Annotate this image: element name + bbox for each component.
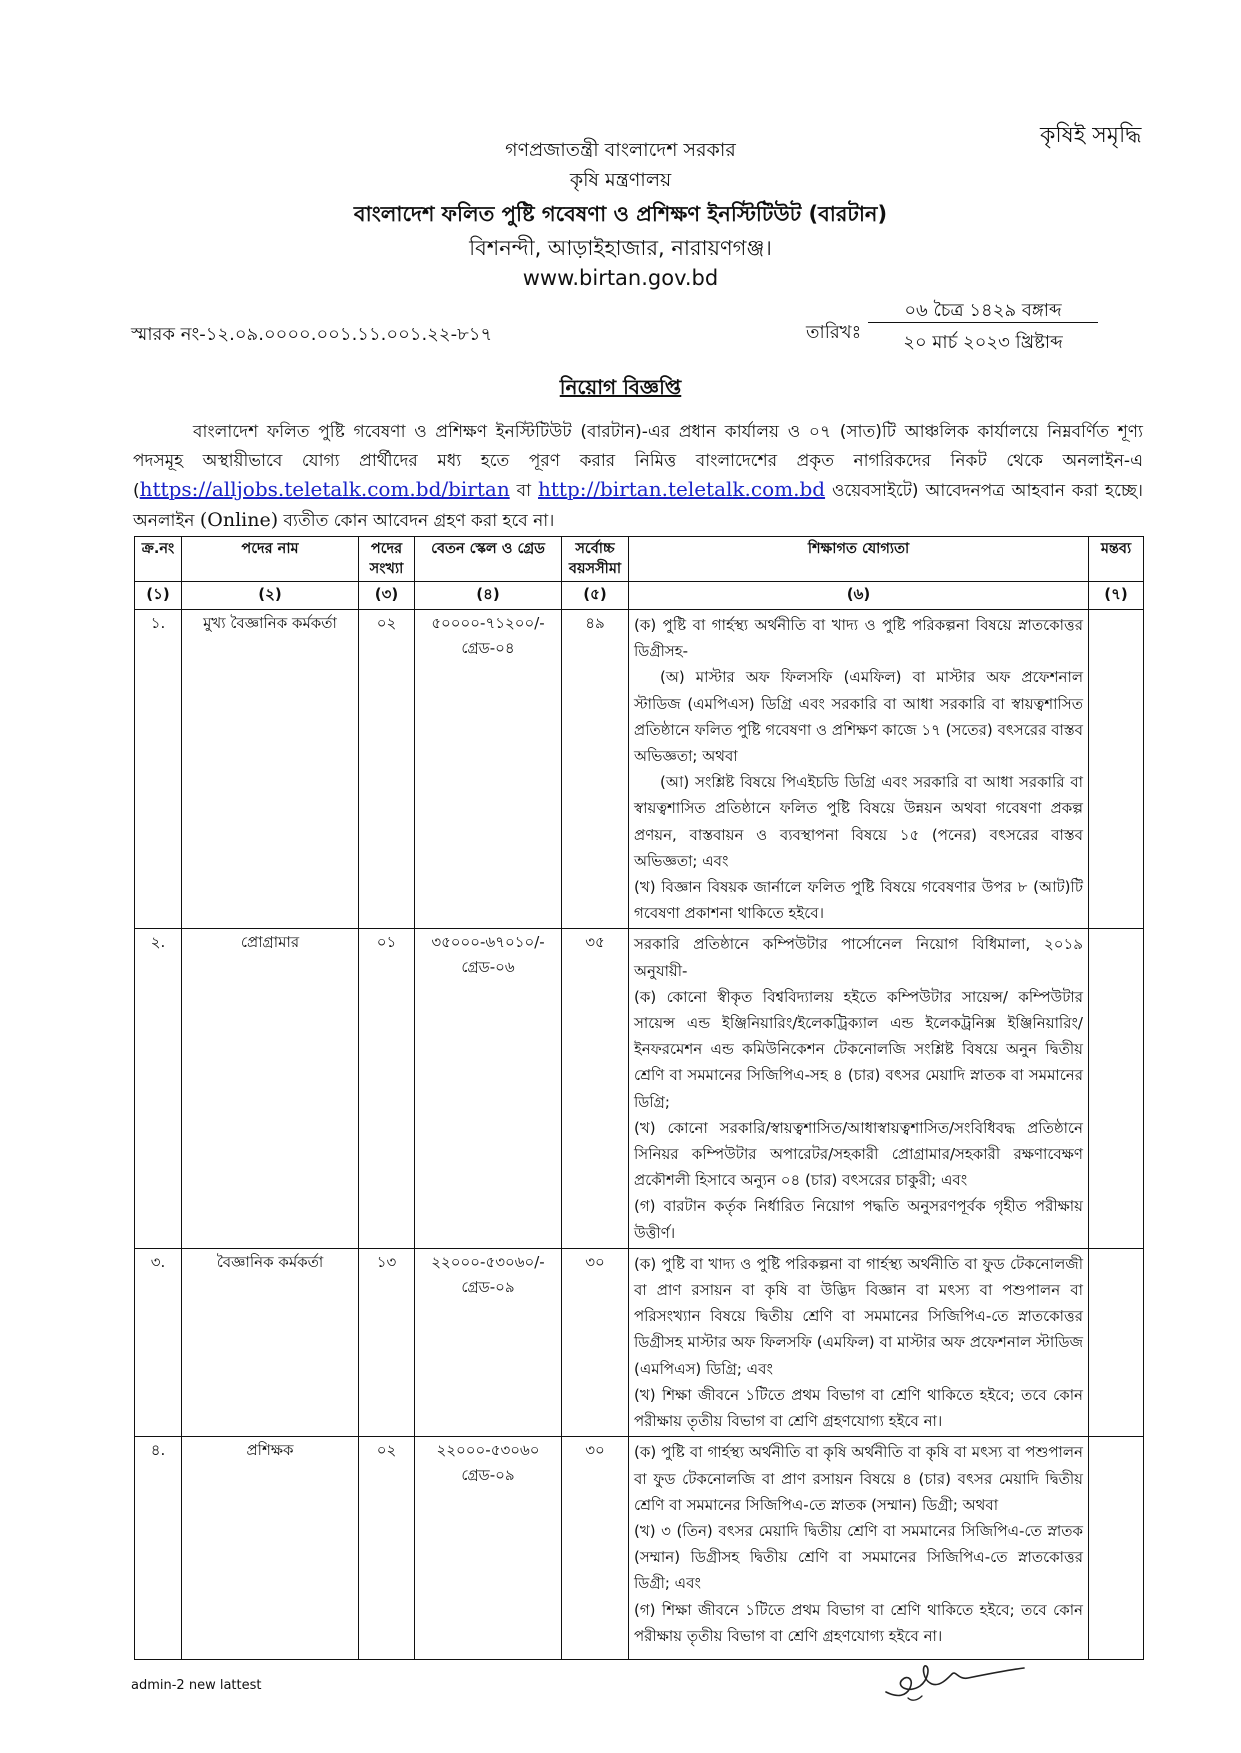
table-row xyxy=(135,610,1144,929)
header-ministry: কৃষি মন্ত্রণালয় xyxy=(569,169,672,191)
intro-text-c: ওয়েবসাইটে) আবেদনপত্র আহবান করা হচ্ছে। অনলাইন xyxy=(133,481,1143,531)
date-english: ২০ মার্চ ২০২৩ খ্রিষ্টাব্দ xyxy=(903,332,1063,353)
header-website: www.birtan.gov.bd xyxy=(522,266,719,290)
link-alljobs[interactable]: https://alljobs.teletalk.com.bd/birtan xyxy=(139,477,510,501)
date-divider xyxy=(868,322,1098,323)
col-header-remarks: মন্তব্য xyxy=(1089,537,1144,582)
cell-count: ১৩ xyxy=(359,1248,415,1436)
header-govt: গণপ্রজাতন্ত্রী বাংলাদেশ সরকার xyxy=(505,139,736,161)
qual-item: (ক) পুষ্টি বা খাদ্য ও পুষ্টি পরিকল্পনা বা গার্হস্থ্য অর্থনীতি বা ফুড টেকনোলজী বা প্রাণ রসায়ন বা কৃষি বা উদ্ভিদ বিজ্ঞান বা মৎস্য বা পশুপালন বা পরিসংখ্যান বিষয়ে দ্বিতীয় শ্রেণি বা সমমানের সিজিপিএ-তে স্নাতকোত্তর ডিগ্রীসহ মাস্টার অফ ফিলসফি (এমফিল) বা মাস্টার অফ প্রফেশনাল স্টাডিজ (এমপিএস) ডিগ্রি; এবং xyxy=(634,1254,1083,1378)
cell-age: ৪৯ xyxy=(562,610,629,929)
table-row xyxy=(135,929,1144,1248)
cell-scale xyxy=(415,1248,562,1436)
qual-item: (গ) বারটান কর্তৃক নির্ধারিত নিয়োগ পদ্ধতি অনুসরণপূর্বক গৃহীত পরীক্ষায় উত্তীর্ণ। xyxy=(634,1197,1083,1242)
cell-sl: ৪. xyxy=(135,1437,182,1660)
cell-scale xyxy=(415,1437,562,1660)
cell-qualification xyxy=(629,1248,1089,1436)
cell-remarks xyxy=(1089,929,1144,1248)
cell-count: ০১ xyxy=(359,929,415,1248)
cell-remarks xyxy=(1089,610,1144,929)
col-header-scale: বেতন স্কেল ও গ্রেড xyxy=(415,537,562,582)
header-address: বিশনন্দী, আড়াইহাজার, নারায়ণগঞ্জ। xyxy=(469,236,772,260)
cell-qualification xyxy=(629,929,1089,1248)
intro-text-d: ব্যতীত কোন আবেদন গ্রহণ করা হবে না। xyxy=(278,510,555,531)
qual-item: (ক) কোনো স্বীকৃত বিশ্ববিদ্যালয় হইতে কম্পিউটার সায়েন্স/ কম্পিউটার সায়েন্স এন্ড ইঞ্জিনিয়ারিং/ইলেকট্রিক্যাল এন্ড ইলেকট্রনিক্স ইঞ্জিনিয়ারিং/ইনফরমেশন এন্ড কমিউনিকেশন টেকনোলজি সংশ্লিষ্ট বিষয়ে অনুন দ্বিতীয় শ্রেণি বা সমমানের সিজিপিএ-সহ ৪ (চার) বৎসর মেয়াদি স্নাতক বা সমমানের ডিগ্রি; xyxy=(634,987,1083,1111)
cell-age: ৩০ xyxy=(562,1437,629,1660)
cell-age: ৩০ xyxy=(562,1248,629,1436)
qual-item: (খ) ৩ (তিন) বৎসর মেয়াদি দ্বিতীয় শ্রেণি বা সমমানের সিজিপিএ-তে স্নাতক (সম্মান) ডিগ্রীসহ দ্বিতীয় শ্রেণি বা সমমানের সিজিপিএ-তে স্নাতকোত্তর ডিগ্রী; এবং xyxy=(634,1521,1083,1593)
intro-text-a: বাংলাদেশ ফলিত পুষ্টি গবেষণা ও প্রশিক্ষণ ইনস্টিটিউট (বারটান)-এর প্রধান কার্যালয় ও ০৭ (সাত)টি আঞ্চলিক কার্যালয়ে নিম্নবর্ণিত শূণ্য পদসমূহ অস্থায়ীভাবে যোগ্য প্রার্থীদের মধ্য হতে পূরণ করার নিমিত্ত বাংলাদেশের প্রকৃত নাগরিকদের নিকট থেকে অনলাইন-এ ( xyxy=(133,422,1143,501)
qual-item: (গ) শিক্ষা জীবনে ১টিতে প্রথম বিভাগ বা শ্রেণি থাকিতে হইবে; তবে কোন পরীক্ষায় তৃতীয় বিভাগ বা শ্রেণি গ্রহণযোগ্য হইবে না। xyxy=(634,1600,1083,1645)
cell-count: ০২ xyxy=(359,610,415,929)
scale-range: ৩৫০০০-৬৭০১০/- xyxy=(431,933,545,952)
cell-sl: ২. xyxy=(135,929,182,1248)
cell-post: প্রোগ্রামার xyxy=(182,929,359,1248)
qual-item: সরকারি প্রতিষ্ঠানে কম্পিউটার পার্সোনেল নিয়োগ বিধিমালা, ২০১৯ অনুযায়ী- xyxy=(634,935,1083,980)
scale-range: ৫০০০০-৭১২০০/- xyxy=(431,614,545,632)
date-label: তারিখঃ xyxy=(806,322,862,343)
qual-item: (আ) সংশ্লিষ্ট বিষয়ে পিএইচডি ডিগ্রি এবং সরকারি বা আধা সরকারি বা স্বায়ত্বশাসিত প্রতিষ্ঠানে ফলিত পুষ্টি বিষয়ে উন্নয়ন অথবা গবেষণা প্রকল্প প্রণয়ন, বাস্তবায়ন ও ব্যবস্থাপনা বিষয়ে ১৫ (পনের) বৎসরের বাস্তব অভিজ্ঞতা; এবং xyxy=(634,773,1083,870)
scale-grade: গ্রেড-০৪ xyxy=(461,639,515,657)
link-birtan-teletalk[interactable]: http://birtan.teletalk.com.bd xyxy=(538,477,826,501)
col-number: (৪) xyxy=(415,582,562,610)
signature xyxy=(878,1650,1028,1710)
date-bangla: ০৬ চৈত্র ১৪২৯ বঙ্গাব্দ xyxy=(904,300,1062,321)
memo-number: স্মারক নং-১২.০৯.০০০০.০০১.১১.০০১.২২-৮১৭ xyxy=(131,324,493,345)
cell-scale xyxy=(415,610,562,929)
cell-sl: ১. xyxy=(135,610,182,929)
scale-grade: গ্রেড-০৯ xyxy=(461,1466,515,1485)
cell-post: বৈজ্ঞানিক কর্মকর্তা xyxy=(182,1248,359,1436)
notice-title: নিয়োগ বিজ্ঞপ্তি xyxy=(559,375,682,399)
cell-scale xyxy=(415,929,562,1248)
intro-online: (Online) xyxy=(199,508,279,531)
col-number: (৬) xyxy=(629,582,1089,610)
col-number: (১) xyxy=(135,582,182,610)
cell-remarks xyxy=(1089,1248,1144,1436)
col-number: (৫) xyxy=(562,582,629,610)
table-row xyxy=(135,1248,1144,1436)
motto: কৃষিই সমৃদ্ধি xyxy=(1040,123,1142,148)
col-header-sl: ক্র.নং xyxy=(135,537,182,582)
col-header-qualification: শিক্ষাগত যোগ্যতা xyxy=(629,537,1089,582)
cell-age: ৩৫ xyxy=(562,929,629,1248)
qual-item: (খ) বিজ্ঞান বিষয়ক জার্নালে ফলিত পুষ্টি বিষয়ে গবেষণার উপর ৮ (আট)টি গবেষণা প্রকাশনা থাকিতে হইবে। xyxy=(634,878,1083,923)
cell-count: ০২ xyxy=(359,1437,415,1660)
col-number: (৩) xyxy=(359,582,415,610)
qual-item: (ক) পুষ্টি বা গার্হস্থ্য অর্থনীতি বা কৃষি অর্থনীতি বা কৃষি বা মৎস্য বা পশুপালন বা ফুড টেকনোলজি বা প্রাণ রসায়ন বিষয়ে ৪ (চার) বৎসর মেয়াদি দ্বিতীয় শ্রেণি বা সমমানের সিজিপিএ-তে স্নাতক (সম্মান) ডিগ্রী; অথবা xyxy=(634,1443,1083,1514)
column-number-row xyxy=(135,582,1144,610)
intro-text-b: বা xyxy=(509,481,539,501)
col-number: (২) xyxy=(182,582,359,610)
cell-post: মুখ্য বৈজ্ঞানিক কর্মকর্তা xyxy=(182,610,359,929)
vacancy-table xyxy=(134,536,1144,1660)
qual-item: (খ) কোনো সরকারি/স্বায়ত্বশাসিত/আধাস্বায়ত্বশাসিত/সংবিধিবদ্ধ প্রতিষ্ঠানে সিনিয়র কম্পিউটার অপারেটর/সহকারী প্রোগ্রামার/সহকারী রক্ষণাবেক্ষণ প্রকৌশলী হিসাবে অন্যুন ০৪ (চার) বৎসরের চাকুরী; এবং xyxy=(634,1118,1083,1190)
col-header-age: সর্বোচ্চ বয়সসীমা xyxy=(562,537,629,582)
col-header-count: পদের সংখ্যা xyxy=(359,537,415,582)
scale-range: ২২০০০-৫৩০৬০ xyxy=(436,1441,540,1460)
qual-item: (ক) পুষ্টি বা গার্হস্থ্য অর্থনীতি বা খাদ্য ও পুষ্টি পরিকল্পনা বিষয়ে স্নাতকোত্তর ডিগ্রীসহ- xyxy=(634,616,1083,661)
cell-post: প্রশিক্ষক xyxy=(182,1437,359,1660)
header-institute: বাংলাদেশ ফলিত পুষ্টি গবেষণা ও প্রশিক্ষণ ইনস্টিটিউট (বারটান) xyxy=(353,202,888,226)
col-number: (৭) xyxy=(1089,582,1144,610)
intro-paragraph xyxy=(133,418,1143,535)
cell-sl: ৩. xyxy=(135,1248,182,1436)
table-row xyxy=(135,1437,1144,1660)
scale-grade: গ্রেড-০৯ xyxy=(461,1277,515,1296)
cell-qualification xyxy=(629,1437,1089,1660)
table-header-row xyxy=(135,537,1144,582)
qual-item: (খ) শিক্ষা জীবনে ১টিতে প্রথম বিভাগ বা শ্রেণি থাকিতে হইবে; তবে কোন পরীক্ষায় তৃতীয় বিভাগ বা শ্রেণি গ্রহণযোগ্য হইবে না। xyxy=(634,1385,1083,1431)
cell-remarks xyxy=(1089,1437,1144,1660)
footer-note: admin-2 new lattest xyxy=(131,1678,262,1693)
qual-item: (অ) মাস্টার অফ ফিলসফি (এমফিল) বা মাস্টার অফ প্রফেশনাল স্টাডিজ (এমপিএস) ডিগ্রি এবং সরকারি বা আধা সরকারি বা স্বায়ত্বশাসিত প্রতিষ্ঠানে ফলিত পুষ্টি গবেষণা ও প্রশিক্ষণ কাজে ১৭ (সতের) বৎসরের বাস্তব অভিজ্ঞতা; অথবা xyxy=(634,668,1083,766)
col-header-post: পদের নাম xyxy=(182,537,359,582)
cell-qualification xyxy=(629,610,1089,929)
scale-grade: গ্রেড-০৬ xyxy=(461,958,515,977)
scale-range: ২২০০০-৫৩০৬০/- xyxy=(431,1252,545,1271)
